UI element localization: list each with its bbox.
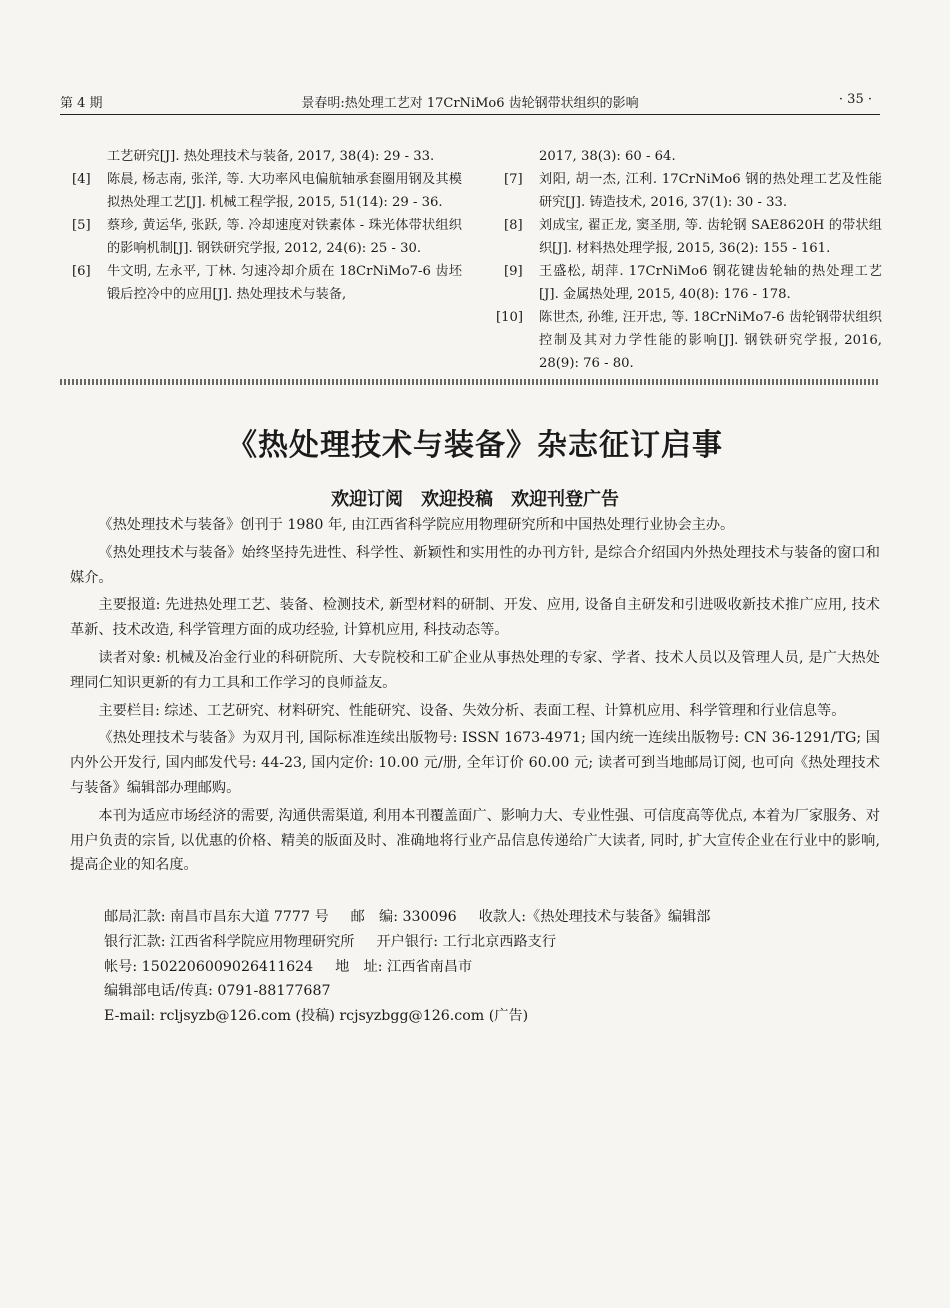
reference-text: 陈世杰, 孙维, 汪开忠, 等. 18CrNiMo7-6 齿轮钢带状组织控制及其对力学性能的影响[J]. 钢铁研究学报, 2016, 28(9): 76 - 80.	[539, 310, 882, 371]
notice-body	[70, 513, 880, 881]
running-header	[60, 88, 880, 115]
reference-number: [8]	[504, 218, 523, 233]
notice-paragraph: 主要栏目: 综述、工艺研究、材料研究、性能研究、设备、失效分析、表面工程、计算机应用、科学管理和行业信息等。	[98, 702, 846, 719]
reference-number: [9]	[504, 264, 523, 279]
reference-number: [5]	[72, 218, 91, 233]
postcode: 邮 编: 330096	[350, 909, 457, 925]
reference-text: 陈晨, 杨志南, 张洋, 等. 大功率风电偏航轴承套圈用钢及其模拟热处理工艺[J]. 机械工程学报, 2015, 51(14): 29 - 36.	[107, 172, 462, 210]
reference-text: 工艺研究[J]. 热处理技术与装备, 2017, 38(4): 29 - 33.	[107, 149, 435, 164]
reference-item	[492, 306, 882, 375]
notice-subtitle: 欢迎订阅 欢迎投稿 欢迎刊登广告	[331, 489, 619, 510]
reference-text: 刘成宝, 翟正龙, 窦圣朋, 等. 齿轮钢 SAE8620H 的带状组织[J]. 材料热处理学报, 2015, 36(2): 155 - 161.	[539, 218, 882, 256]
notice-paragraph: 《热处理技术与装备》为双月刊, 国际标准连续出版物号: ISSN 1673-4971; 国内统一连续出版物号: CN 36-1291/TG; 国内外公开发行, 国内邮发代号: 44-23, 国内定价: 10.00 元/册, 全年订价 60.00 元; 读者可到当地邮局订阅, 也可向《热处理技术与装备》编辑部办理邮购。	[70, 730, 880, 796]
contact-info	[104, 905, 710, 1029]
page-number: · 35 ·	[838, 92, 872, 107]
notice-paragraph: 读者对象: 机械及冶金行业的科研院所、大专院校和工矿企业从事热处理的专家、学者、技术人员以及管理人员, 是广大热处理同仁知识更新的有力工具和工作学习的良师益友。	[70, 649, 880, 691]
phone-fax: 编辑部电话/传真: 0791-88177687	[104, 983, 331, 1000]
reference-item	[60, 145, 462, 168]
bank-line	[104, 930, 710, 955]
reference-text: 2017, 38(3): 60 - 64.	[539, 149, 676, 164]
notice-title: 《热处理技术与装备》杂志征订启事	[227, 428, 723, 463]
reference-text: 蔡珍, 黄运华, 张跃, 等. 冷却速度对铁素体 - 珠光体带状组织的影响机制[J]. 钢铁研究学报, 2012, 24(6): 25 - 30.	[107, 218, 462, 256]
postal-remit: 邮局汇款: 南昌市昌东大道 7777 号	[104, 909, 329, 925]
notice-paragraph: 本刊为适应市场经济的需要, 沟通供需渠道, 利用本刊覆盖面广、影响力大、专业性强、可信度高等优点, 本着为厂家服务、对用户负责的宗旨, 以优惠的价格、精美的版面及时、准确地将行业产品信息传递给广大读者, 同时, 扩大宣传企业在行业中的影响, 提高企业的知名度。	[70, 807, 880, 874]
notice-paragraph: 主要报道: 先进热处理工艺、装备、检测技术, 新型材料的研制、开发、应用, 设备自主研发和引进吸收新技术推广应用, 技术革新、技术改造, 科学管理方面的成功经验, 计算机应用, 科技动态等。	[70, 597, 880, 639]
reference-item	[60, 214, 462, 260]
references-right-column	[492, 145, 882, 375]
reference-number: [7]	[504, 172, 523, 187]
issue-number: 第 4 期	[60, 96, 103, 111]
reference-item	[60, 168, 462, 214]
reference-number: [4]	[72, 172, 91, 187]
reference-item	[492, 260, 882, 306]
account-number: 帐号: 1502206009026411624	[104, 958, 314, 975]
reference-item	[492, 214, 882, 260]
reference-item	[492, 168, 882, 214]
reference-text: 刘阳, 胡一杰, 江利. 17CrNiMo6 钢的热处理工艺及性能研究[J]. 铸造技术, 2016, 37(1): 30 - 33.	[539, 172, 882, 210]
reference-item	[60, 260, 462, 306]
reference-item	[492, 145, 882, 168]
reference-text: 牛文明, 左永平, 丁林. 匀速冷却介质在 18CrNiMo7-6 齿坯锻后控冷中的应用[J]. 热处理技术与装备,	[107, 264, 462, 302]
notice-paragraph: 《热处理技术与装备》创刊于 1980 年, 由江西省科学院应用物理研究所和中国热处理行业协会主办。	[98, 517, 735, 533]
email: E-mail: rcljsyzb@126.com (投稿) rcjsyzbgg@126.com (广告)	[104, 1008, 529, 1025]
remittance-line	[104, 905, 710, 930]
notice-paragraph: 《热处理技术与装备》始终坚持先进性、科学性、新颖性和实用性的办刊方针, 是综合介绍国内外热处理技术与装备的窗口和媒介。	[70, 544, 880, 586]
bank-remit: 银行汇款: 江西省科学院应用物理研究所	[104, 933, 355, 950]
payee: 收款人:《热处理技术与装备》编辑部	[478, 909, 711, 925]
decorative-divider	[60, 379, 880, 385]
running-title: 景春明:热处理工艺对 17CrNiMo6 齿轮钢带状组织的影响	[301, 96, 639, 111]
reference-text: 王盛松, 胡萍. 17CrNiMo6 钢花键齿轮轴的热处理工艺[J]. 金属热处理, 2015, 40(8): 176 - 178.	[539, 264, 882, 302]
bank-name: 开户银行: 工行北京西路支行	[376, 933, 557, 950]
reference-number: [10]	[496, 310, 524, 325]
references-left-column	[60, 145, 462, 306]
reference-number: [6]	[72, 264, 91, 279]
account-line	[104, 955, 710, 980]
address: 地 址: 江西省南昌市	[335, 958, 473, 975]
